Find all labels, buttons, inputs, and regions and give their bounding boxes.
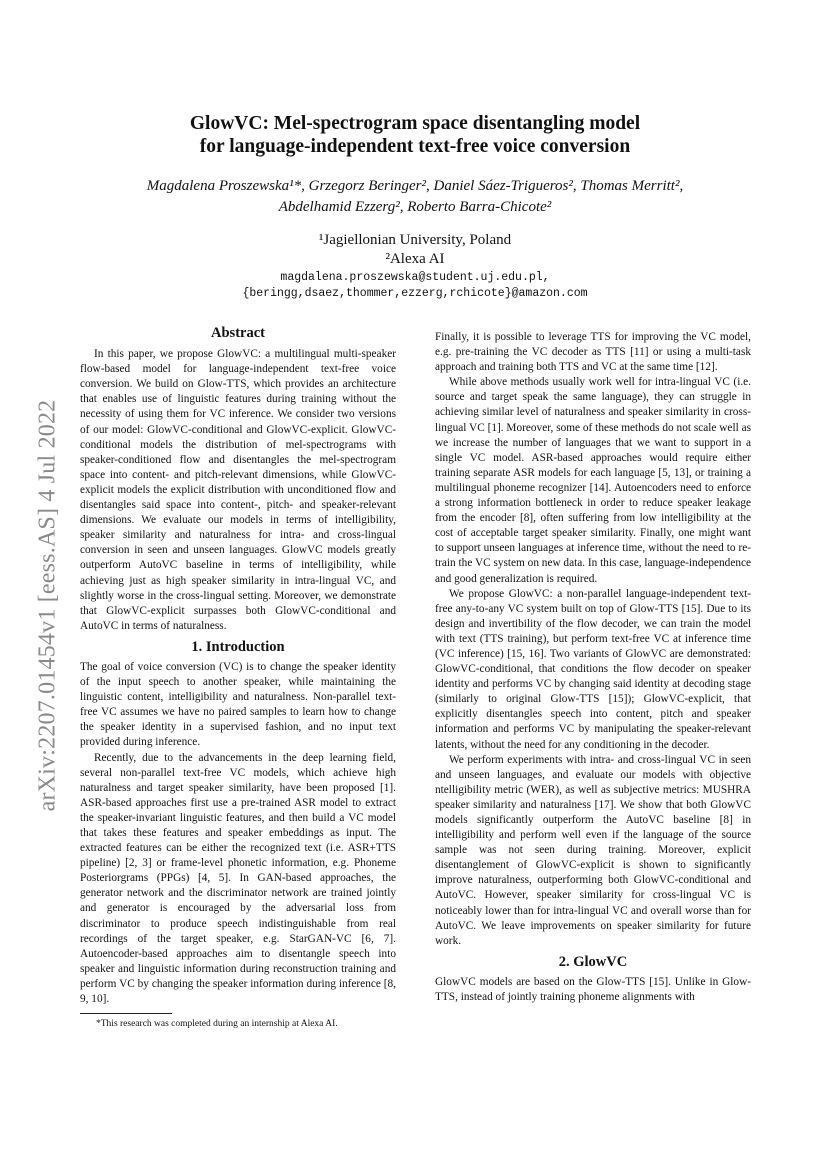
intro-paragraph-4: While above methods usually work well for intra-lingual VC (i.e. source and target speak the same language), they can struggle in achieving similar level of naturalness and speaker similarity in cross-lingual VC [1]. Moreover, some of these methods do not scale well as we increase the number of languages that we want to support in a single VC model. ASR-based approaches would require either training separate ASR models for each language [5, 13], or training a multilingual phoneme recognizer [14]. Autoencoders need to enforce a strong information bottleneck in order to reduce speaker leakage from the encoder [8], often suffering from low intelligibility at the cost of acceptable target speaker similarity. Finally, one might want to support unseen languages at inference time, without the need to re-train the VC system on new data. In this case, language-independence and good generalization is required.	[435, 376, 752, 585]
author-emails	[80, 270, 750, 302]
arxiv-stamp	[18, 372, 78, 852]
abstract-text: In this paper, we propose GlowVC: a multilingual multi-speaker flow-based model for language-independent text-free voice conversion. We build on Glow-TTS, which provides an architecture that enables use of linguistic features during training without the necessity of using them for VC inference. We consider two versions of our model: GlowVC-conditional and GlowVC-explicit. GlowVC-conditional models the distribution of mel-spectrograms with speaker-conditioned flow and disentangles the mel-spectrogram space into content- and pitch-relevant dimensions, while GlowVC-explicit models the explicit distribution with unconditioned flow and disentangles said space into content-, pitch- and speaker-relevant dimensions. We evaluate our models in terms of intelligibility, speaker similarity and naturalness for intra- and cross-lingual conversion in seen and unseen languages. GlowVC models greatly outperform AutoVC baseline in terms of intelligibility, while achieving just as high speaker similarity in intra-lingual VC, and slightly worse in the cross-lingual setting. Moreover, we demonstrate that GlowVC-explicit surpasses both GlowVC-conditional and AutoVC in terms of naturalness.	[80, 348, 396, 632]
glowvc-heading: 2. GlowVC	[558, 953, 628, 970]
author-list	[80, 176, 750, 218]
intro-paragraph-6: We perform experiments with intra- and cross-lingual VC in seen and unseen languages, and evaluate our models with objective ntelligibility metric (WER), as well as subjective metrics: MUSHRA speaker similarity and naturalness [17]. We show that both GlowVC models significantly outperform the AutoVC baseline [8] in intelligibility and perform well even if the language of the source sample was not seen during training. Moreover, explicit disentanglement of GlowVC-explicit is shown to significantly improve naturalness, outperforming both GlowVC-conditional and AutoVC. However, speaker similarity for cross-lingual VC is noticeably lower than for intra-lingual VC and overall worse than for AutoVC. We leave improvements on speaker similarity for future work.	[435, 753, 751, 947]
intro-paragraph-3: Finally, it is possible to leverage TTS for improving the VC model, e.g. pre-training the VC decoder as TTS [11] or using a multi-task approach and training both TTS and VC at the same time [12].	[435, 331, 751, 374]
footnote	[80, 1013, 396, 1030]
glowvc-paragraph-1: GlowVC models are based on the Glow-TTS [15]. Unlike in Glow-TTS, instead of jointly training phoneme alignments with	[435, 975, 751, 1004]
affiliation-1: ¹Jagiellonian University, Poland	[318, 232, 512, 248]
authors-line-2: Abdelhamid Ezzerg², Roberto Barra-Chicote²	[278, 199, 552, 215]
email-line-1: magdalena.proszewska@student.uj.edu.pl,	[280, 271, 550, 284]
arxiv-identifier: arXiv:2207.01454v1 [eess.AS] 4 Jul 2022	[34, 399, 61, 812]
email-line-2: {beringg,dsaez,thommer,ezzerg,rchicote}@amazon.com	[242, 287, 588, 300]
authors-line-1: Magdalena Proszewska¹*, Grzegorz Beringer², Daniel Sáez-Trigueros², Thomas Merritt²,	[146, 178, 684, 194]
affiliation-2: ²Alexa AI	[385, 251, 445, 267]
intro-paragraph-1: The goal of voice conversion (VC) is to change the speaker identity of the input speech to another speaker, while maintaining the linguistic content, intelligibility and naturalness. Non-parallel text-free VC assumes we have no paired samples to learn how to change the speaker identity in a supervised fashion, and no input text provided during inference.	[80, 660, 396, 749]
footnote-text: *This research was completed during an internship at Alexa AI.	[96, 1019, 338, 1029]
intro-paragraph-5: We propose GlowVC: a non-parallel language-independent text-free any-to-any VC system built on top of Glow-TTS [15]. Due to its design and invertibility of the flow decoder, we can train the model with text (TTS training), but perform text-free VC at inference time (VC inference) [15, 16]. Two variants of GlowVC are demonstrated: GlowVC-conditional, that conditions the flow decoder on speaker identity and performs VC by changing said identity at decoding stage (similarly to original Glow-TTS [15]); GlowVC-explicit, that explicitly disentangles speech into content, pitch and speaker information and performs VC by manipulating the speaker-relevant latents, without the need for any conditioning in the decoder.	[435, 587, 751, 751]
intro-paragraph-2: Recently, due to the advancements in the deep learning field, several non-parallel text-free VC models, which achieve high naturalness and target speaker similarity, have been proposed [1]. ASR-based approaches first use a pre-trained ASR model to extract the speaker-invariant linguistic features, and then build a VC model that takes these features and speaker embeddings as input. The extracted features can be either the recognized text (i.e. ASR+TTS pipeline) [2, 3] or frame-level phonetic information, e.g. Phoneme Posteriorgrams (PPGs) [4, 5]. In GAN-based approaches, the generator network and the discriminator network are trained jointly and generator is encouraged by the adversarial loss from discriminator to produce speech indistinguishable from real recordings of the target speaker, e.g. StarGAN-VC [6, 7]. Autoencoder-based approaches aim to disentangle speech into speaker and linguistic information during reconstruction training and perform VC by changing the speaker information during inference [8, 9, 10].	[80, 751, 396, 1006]
paper-title	[80, 112, 750, 158]
left-column	[80, 326, 396, 1007]
footnote-rule	[80, 1013, 172, 1014]
title-line-2: for language-independent text-free voice conversion	[199, 136, 631, 157]
title-line-1: GlowVC: Mel-spectrogram space disentangling model	[189, 113, 641, 134]
affiliations	[80, 231, 750, 269]
abstract-heading: Abstract	[211, 325, 265, 341]
right-column	[435, 330, 751, 1005]
introduction-heading: 1. Introduction	[191, 638, 285, 655]
